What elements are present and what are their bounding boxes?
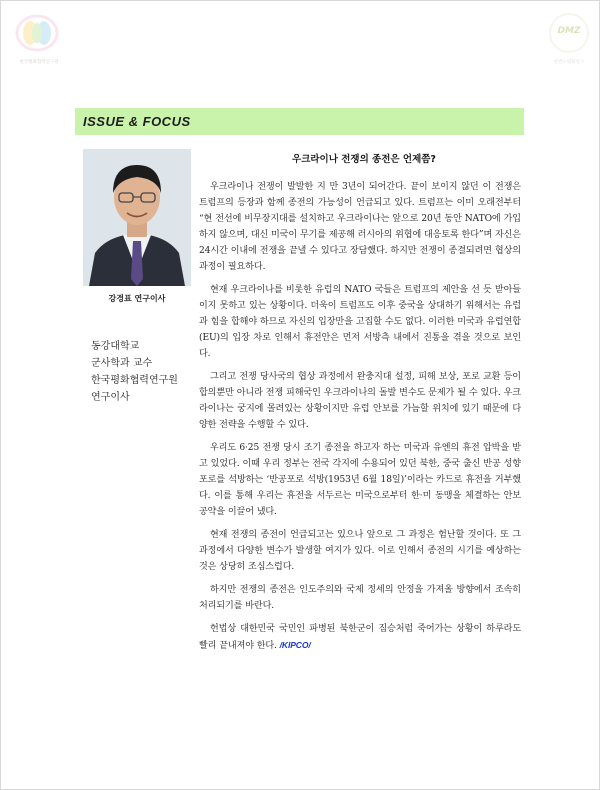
- article-title: 우크라이나 전쟁의 종전은 언제쯤?: [292, 154, 436, 165]
- article-paragraph: 현재 우크라이나를 비롯한 유럽의 NATO 국들은 트럼프의 제안을 선 듯 받아들이지 못하고 있는 상황이다. 더욱이 트럼프도 이후 중국을 상대하기 위해서는 유럽과 힘을 합해야 하므로 자신의 입장만을 고집할 수도 없다. 이러한 미국과 유럽연합(EU)의 입장 차로 인해서 휴전안은 먼저 서방측 내에서 진통을 겪을 것으로 보인다.: [199, 285, 521, 359]
- article-paragraph: 우크라이나 전쟁이 발발한 지 만 3년이 되어간다. 끝이 보이지 않던 이 전쟁은 트럼프의 등장과 함께 종전의 가능성이 언급되고 있다. 트럼프는 이미 오래전부터 “현 전선에 비무장지대를 설치하고 우크라이나는 앞으로 20년 동안 NATO에 가입하지 않으며, 대신 미국이 무기를 제공해 러시아의 위협에 대응토록 한다”며 자신은 24시간 이내에 전쟁을 끝낼 수 있다고 장담했다. 하지만 전쟁이 종결되려면 협상의 과정이 필요하다.: [199, 182, 521, 272]
- article-paragraph: 하지만 전쟁의 종전은 인도주의와 국제 정세의 안정을 가져올 방향에서 조속히 처리되기를 바란다.: [199, 585, 521, 611]
- institute-logo-caption: 한국평화협력연구원: [19, 60, 59, 65]
- article-body: [199, 179, 521, 661]
- author-bio-line: 군사학과 교수: [91, 358, 153, 369]
- article-paragraph: 우리도 6·25 전쟁 당시 조기 종전을 하고자 하는 미국과 유엔의 휴전 압박을 받고 있었다. 이때 우리 정부는 전국 각지에 수용되어 있던 북한, 중국 출신 반공 성향 포로를 석방하는 ‘반공포로 석방(1953년 6월 18일)’이라는 카드로 휴전을 거부했다. 이를 통해 우리는 휴전을 서두르는 미국으로부터 한·미 동맹을 체결하는 안보 공약을 이끌어 냈다.: [199, 443, 521, 517]
- author-bio-line: 연구이사: [91, 392, 130, 403]
- section-banner-title: ISSUE & FOCUS: [83, 114, 191, 129]
- dmz-logo-text: DMZ: [557, 26, 581, 36]
- author-caption: 강경표 연구이사: [108, 294, 166, 303]
- article-paragraph: 그리고 전쟁 당사국의 협상 과정에서 완충지대 설정, 피해 보상, 포로 교환 등이 합의뿐만 아니라 전쟁 피해국인 우크라이나의 돌발 변수도 문제가 될 수 있다. 우크라이나는 궁지에 몰려있는 상황이지만 유럽 안보를 가늠할 위치에 있기 때문에 다양한 전략을 수행할 수 있다.: [199, 372, 521, 430]
- kipco-signature: /KIPCO/: [279, 640, 311, 650]
- article-paragraph: 현재 전쟁의 종전이 언급되고는 있으나 앞으로 그 과정은 험난할 것이다. 또 그 과정에서 다양한 변수가 발생할 여지가 있다. 이로 인해서 종전의 시기를 예상하는 것은 상당히 조심스럽다.: [199, 530, 521, 572]
- dmz-logo: [541, 11, 597, 71]
- author-portrait-image: [83, 149, 191, 286]
- article-paragraph-text: 헌법상 대한민국 국민인 파병된 북한군이 짐승처럼 죽어가는 상황이 하루라도 빨리 끝내져야 한다.: [199, 624, 521, 651]
- author-bio-line: 동강대학교: [91, 341, 140, 352]
- article-paragraph-last: [199, 621, 521, 654]
- institute-emblem-icon: [15, 11, 59, 55]
- author-photo: [83, 149, 191, 286]
- dmz-logo-caption: 한반도평화연구: [553, 60, 585, 65]
- institute-logo: [11, 9, 67, 73]
- author-bio: [91, 338, 201, 406]
- author-bio-line: 한국평화협력연구원: [91, 375, 178, 386]
- section-banner: [75, 108, 524, 135]
